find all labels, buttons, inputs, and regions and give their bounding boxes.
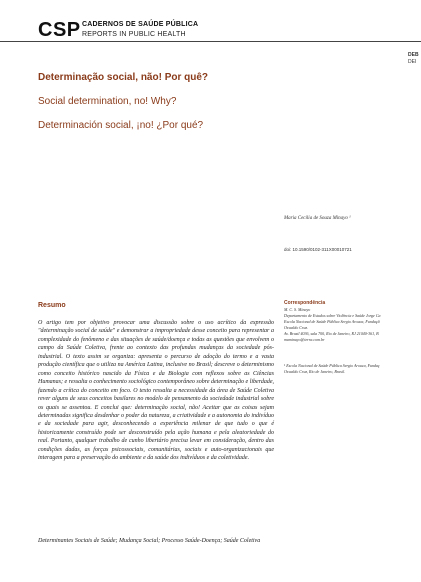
header-divider <box>0 41 421 42</box>
doi-link[interactable]: doi: 10.1590/0102-311X00010721 <box>284 247 352 252</box>
correspondence-heading: Correspondência <box>284 300 326 306</box>
section-label <box>408 52 419 66</box>
correspondence-line: Av. Brasil 4036, sala 700, Rio de Janeiro, RJ 21040-361, B <box>284 331 379 336</box>
correspondence-email[interactable]: maminayo@terra.com.br <box>284 337 325 342</box>
correspondence-address <box>284 307 381 343</box>
keywords: Determinantes Sociais de Saúde; Mudança Social; Processo Saúde-Doença; Saúde Coletiva <box>38 538 261 544</box>
abstract-text: O artigo tem por objetivo provocar uma discussão sobre o uso acrítico da expressão "determinação social de saúde" e demonstrar a impropriedade desse conceito para representar a complexidade do fenômeno e das situações de saúde/doença e todas as questões que envolvem o campo da Saúde Coletiva, frente ao contexto das profundas mudanças da sociedade pós-industrial. O texto assim se organiza: apresenta o percurso de adoção do termo e a vasta produção científica que o utiliza na América Latina, inclusive no Brasil; descreve o determinismo como conceito histórico nascido da Física e da Biologia com reflexos sobre as Ciências Humanas; e ressalta o conhecimento sociológico contemporâneo sobre determinação e liberdade, fazendo a crítica do conceito em foco. O texto ressalta a necessidade da área de Saúde Coletiva rever alguns de seus conceitos basilares no modelo de pensamento da sociedade industrial sobre os quais se assentou. E conclui que: determinação social, não! Aceitar que as coisas sejam determinadas significa desdenhar o poder da natureza, a criatividade e a autonomia do indivíduo e da sociedade para agir, desconhecendo a experiência milenar de que tudo o que é historicamente construído pode ser desconstruído pela ação humana e pela aleatoriedade do real. Portanto, qualquer trabalho de cunho libertário precisa levar em consideração, dentro das condições dadas, as forças psicossociais, comunitárias, sociais e auto-organizacionais que interagem para a preservação do ambiente e da saúde dos indivíduos e da coletividade. <box>38 320 274 462</box>
journal-subtitle: REPORTS IN PUBLIC HEALTH <box>82 31 186 38</box>
correspondence-line: Oswaldo Cruz. <box>284 325 309 330</box>
correspondence-name: M. C. S. Minayo <box>284 307 311 312</box>
title-spanish: Determinación social, ¡no! ¿Por qué? <box>38 120 204 131</box>
title-english: Social determination, no! Why? <box>38 96 177 107</box>
abstract-body <box>38 319 274 463</box>
abstract-heading: Resumo <box>38 302 66 309</box>
section-label-2: DEI <box>408 59 417 65</box>
author-affiliation <box>284 363 380 375</box>
affiliation-line: ¹ Escola Nacional de Saúde Pública Sergio Arouca, Fundaç <box>284 363 380 368</box>
journal-name: CADERNOS DE SAÚDE PÚBLICA <box>82 21 199 28</box>
correspondence-line: Escola Nacional de Saúde Pública Sergio Arouca, Fundaçã <box>284 319 380 324</box>
affiliation-line: Oswaldo Cruz, Rio de Janeiro, Brasil. <box>284 369 346 374</box>
author-name: Maria Cecília de Souza Minayo ¹ <box>284 216 351 221</box>
journal-logo: CSP <box>38 19 81 41</box>
title-portuguese: Determinação social, não! Por quê? <box>38 72 209 83</box>
correspondence-line: Departamento de Estudos sobre Violência e Saúde Jorge Ca <box>284 313 381 318</box>
section-label-1: DEB <box>408 52 419 58</box>
